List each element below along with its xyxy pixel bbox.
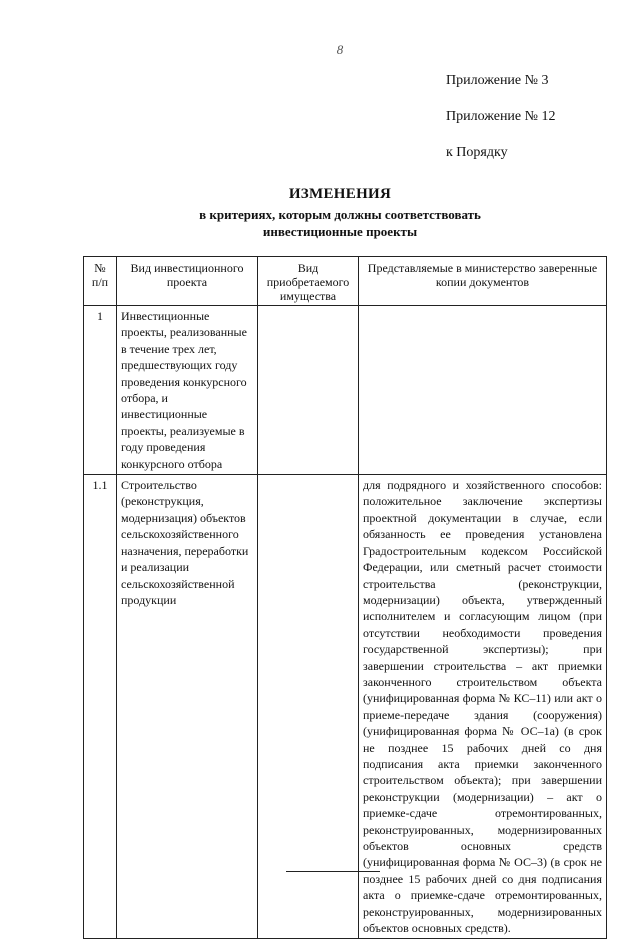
footer-divider xyxy=(286,871,380,872)
header-number: № п/п xyxy=(84,257,117,306)
table-header-row xyxy=(84,257,607,306)
document-subtitle-line-1: в критериях, которым должны соответствовать xyxy=(199,207,481,222)
appendix-line-3: к Порядку xyxy=(446,145,508,160)
row-project-type: Инвестиционные проекты, реализованные в течение трех лет, предшествующих году проведения конкурсного отбора, и инвестиционные проекты, реализуемые в году проведения конкурсного отбора xyxy=(117,306,258,475)
row-number: 1 xyxy=(84,306,117,475)
row-number: 1.1 xyxy=(84,475,117,939)
appendix-line-2: Приложение № 12 xyxy=(446,109,556,124)
row-property-type xyxy=(258,306,359,475)
appendix-line-1: Приложение № 3 xyxy=(446,73,549,88)
header-project-type: Вид инвестиционного проекта xyxy=(117,257,258,306)
row-documents: для подрядного и хозяйственного способов: положительное заключение экспертизы проектной документации в случае, если обязанность ее проведения установлена Градостроительным кодексом Российской Федерации, или сметный расчет стоимости строительства (реконструкции, модернизации) объекта, утвержденный исполнителем и согласующим лицом (при отсутствии необходимости проведения государственной экспертизы); при завершении строительства – акт приемки законченного строительством объекта (унифицированная форма № КС–11) или акт о приеме-передаче здания (сооружения) (унифицированная форма № ОС–1а) (в срок не позднее 15 рабочих дней со дня подписания акта приемки законченного строительством объекта); при завершении реконструкции (модернизации) – акт о приемке-сдаче отремонтированных, реконструированных, модернизированных объектов основных средств (унифицированная форма № ОС–3) (в срок не позднее 15 рабочих дней со дня подписания акта о приемке-сдаче отремонтированных, реконструированных, модернизированных объектов основных средств). xyxy=(359,475,607,939)
row-project-type: Строительство (реконструкция, модернизация) объектов сельскохозяйственного назначения, переработки и реализации сельскохозяйственной продукции xyxy=(117,475,258,939)
header-property-type: Вид приобретаемого имущества xyxy=(258,257,359,306)
row-property-type xyxy=(258,475,359,939)
header-documents: Представляемые в министерство заверенные копии документов xyxy=(359,257,607,306)
document-title: ИЗМЕНЕНИЯ xyxy=(288,186,392,202)
table-row xyxy=(84,306,607,475)
row-documents xyxy=(359,306,607,475)
criteria-table xyxy=(83,256,607,939)
table-row xyxy=(84,475,607,939)
page-number: 8 xyxy=(336,42,344,57)
document-subtitle-line-2: инвестиционные проекты xyxy=(262,224,418,239)
